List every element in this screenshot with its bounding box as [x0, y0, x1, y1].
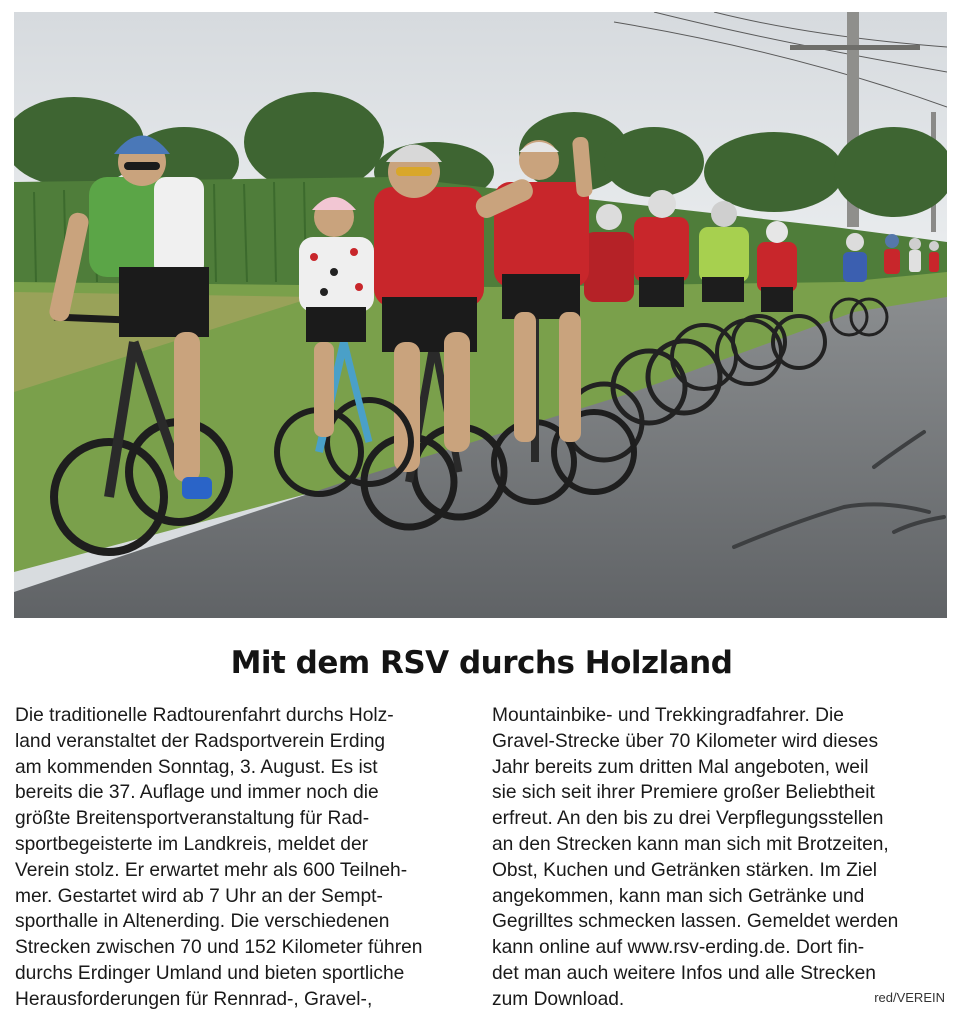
- body-line: sportbegeisterte im Landkreis, meldet der: [15, 833, 369, 855]
- cyclists-photo-illustration: [14, 12, 947, 618]
- body-line: am kommenden Sonntag, 3. August. Es ist: [15, 756, 378, 778]
- body-line: sie sich seit ihrer Premiere großer Beliebtheit: [492, 782, 875, 804]
- body-line: zum Download.: [492, 988, 625, 1010]
- body-line: Jahr bereits zum dritten Mal angeboten, weil: [492, 756, 869, 778]
- body-line: Herausforderungen für Rennrad-, Gravel-,: [15, 988, 373, 1010]
- body-line: Verein stolz. Er erwartet mehr als 600 Teilneh-: [15, 859, 408, 881]
- body-line: Mountainbike- und Trekkingradfahrer. Die: [492, 705, 844, 726]
- body-line: land veranstaltet der Radsportverein Erding: [15, 730, 386, 752]
- article-headline: Mit dem RSV durchs Holzland: [230, 645, 733, 681]
- body-line: Gegrilltes schmecken lassen. Gemeldet werden: [492, 911, 899, 933]
- article-body-right-column: [492, 703, 952, 1013]
- body-line: Obst, Kuchen und Getränken stärken. Im Ziel: [492, 859, 878, 881]
- article-body-left-column: [15, 703, 475, 1013]
- photo-credit: red/VEREIN: [874, 990, 945, 1005]
- article-photo: [14, 12, 947, 618]
- body-line: erfreut. An den bis zu drei Verpflegungsstellen: [492, 808, 884, 830]
- body-line: Gravel-Strecke über 70 Kilometer wird dieses: [492, 730, 879, 752]
- body-line: größte Breitensportveranstaltung für Rad-: [15, 808, 370, 830]
- body-line: kann online auf www.rsv-erding.de. Dort fin-: [492, 937, 865, 959]
- body-line: angekommen, kann man sich Getränke und: [492, 885, 865, 907]
- body-line: Strecken zwischen 70 und 152 Kilometer führen: [15, 937, 423, 959]
- body-line: an den Strecken kann man sich mit Brotzeiten,: [492, 833, 889, 855]
- body-line: mer. Gestartet wird ab 7 Uhr an der Sempt-: [15, 885, 383, 907]
- body-line: bereits die 37. Auflage und immer noch die: [15, 782, 379, 804]
- body-line: sporthalle in Altenerding. Die verschiedenen: [15, 911, 390, 933]
- body-line: Die traditionelle Radtourenfahrt durchs Holz-: [15, 705, 394, 726]
- body-line: det man auch weitere Infos und alle Strecken: [492, 962, 876, 984]
- body-line: durchs Erdinger Umland und bieten sportliche: [15, 962, 405, 984]
